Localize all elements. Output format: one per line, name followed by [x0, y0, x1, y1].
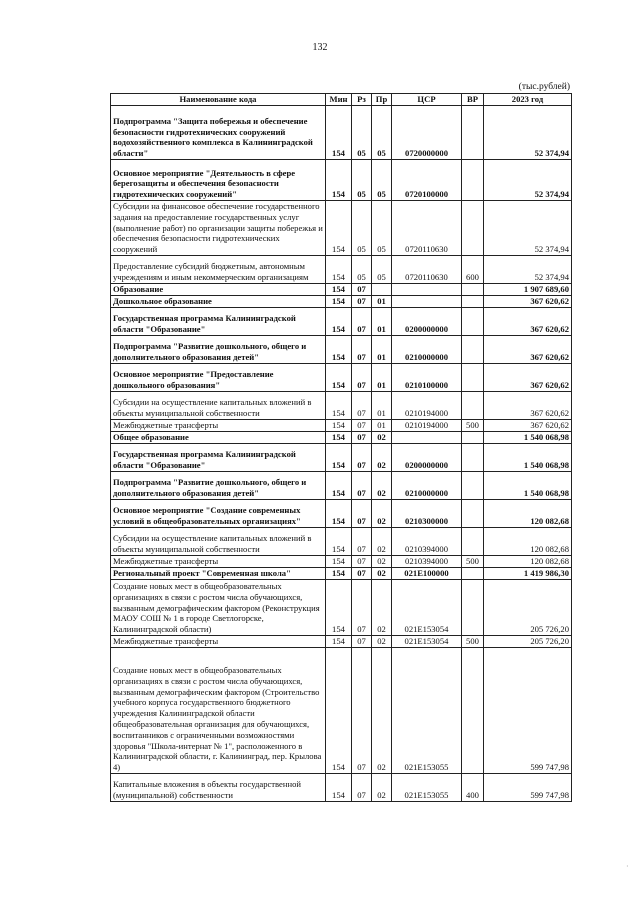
cell-pr: 05	[372, 160, 392, 201]
cell-rz: 07	[352, 295, 372, 307]
table-row	[111, 295, 572, 307]
cell-amount: 120 082,68	[484, 527, 572, 555]
cell-amount: 599 747,98	[484, 647, 572, 773]
cell-name: Государственная программа Калининградской области "Образование"	[111, 307, 326, 335]
cell-vr: 500	[462, 635, 484, 647]
cell-rz: 07	[352, 363, 372, 391]
cell-min: 154	[326, 635, 352, 647]
table-row	[111, 499, 572, 527]
cell-min: 154	[326, 431, 352, 443]
cell-name: Основное мероприятие "Деятельность в сфере берегозащиты и обеспечения безопасности гидротехнических сооружений"	[111, 160, 326, 201]
table-row	[111, 106, 572, 160]
cell-min: 154	[326, 307, 352, 335]
cell-rz: 07	[352, 471, 372, 499]
cell-vr: 600	[462, 255, 484, 283]
cell-rz: 07	[352, 567, 372, 579]
scan-mark: ·	[626, 862, 629, 871]
cell-rz: 07	[352, 335, 372, 363]
table-header-row	[111, 94, 572, 106]
cell-min: 154	[326, 527, 352, 555]
cell-name: Дошкольное образование	[111, 295, 326, 307]
cell-min: 154	[326, 773, 352, 801]
cell-vr: 500	[462, 419, 484, 431]
cell-rz: 05	[352, 201, 372, 256]
table-row	[111, 579, 572, 635]
cell-name: Межбюджетные трансферты	[111, 555, 326, 567]
cell-pr: 01	[372, 419, 392, 431]
cell-vr	[462, 443, 484, 471]
cell-pr: 02	[372, 567, 392, 579]
cell-amount: 367 620,62	[484, 391, 572, 419]
cell-vr: 400	[462, 773, 484, 801]
cell-min: 154	[326, 106, 352, 160]
cell-csr: 021E153055	[392, 647, 462, 773]
cell-rz: 07	[352, 391, 372, 419]
cell-csr: 0720110630	[392, 201, 462, 256]
cell-csr: 0210194000	[392, 419, 462, 431]
cell-pr: 02	[372, 773, 392, 801]
cell-amount: 367 620,62	[484, 335, 572, 363]
cell-pr	[372, 283, 392, 295]
header-rz: Рз	[352, 94, 372, 106]
cell-vr	[462, 160, 484, 201]
cell-name: Региональный проект "Современная школа"	[111, 567, 326, 579]
cell-name: Подпрограмма "Развитие дошкольного, общего и дополнительного образования детей"	[111, 471, 326, 499]
cell-amount: 52 374,94	[484, 255, 572, 283]
table-row	[111, 160, 572, 201]
cell-min: 154	[326, 201, 352, 256]
cell-amount: 367 620,62	[484, 307, 572, 335]
cell-amount: 52 374,94	[484, 106, 572, 160]
cell-vr	[462, 295, 484, 307]
cell-csr	[392, 431, 462, 443]
table-row	[111, 567, 572, 579]
cell-vr	[462, 647, 484, 773]
cell-csr: 0210394000	[392, 555, 462, 567]
cell-pr: 01	[372, 335, 392, 363]
header-name: Наименование кода	[111, 94, 326, 106]
cell-pr: 05	[372, 201, 392, 256]
cell-min: 154	[326, 160, 352, 201]
cell-name: Общее образование	[111, 431, 326, 443]
cell-csr: 0720100000	[392, 160, 462, 201]
cell-amount: 1 540 068,98	[484, 431, 572, 443]
cell-rz: 07	[352, 773, 372, 801]
cell-name: Субсидии на осуществление капитальных вложений в объекты муниципальной собственности	[111, 527, 326, 555]
cell-amount: 1 907 689,60	[484, 283, 572, 295]
cell-rz: 07	[352, 283, 372, 295]
cell-rz: 05	[352, 255, 372, 283]
cell-name: Субсидии на финансовое обеспечение государственного задания на предоставление государственных услуг (выполнение работ) по организации защиты побережья и обеспечения безопасности гидротехнических сооружений	[111, 201, 326, 256]
cell-rz: 07	[352, 431, 372, 443]
cell-csr: 0210100000	[392, 363, 462, 391]
cell-name: Образование	[111, 283, 326, 295]
cell-min: 154	[326, 363, 352, 391]
table-row	[111, 307, 572, 335]
cell-name: Основное мероприятие "Предоставление дошкольного образования"	[111, 363, 326, 391]
table-row	[111, 555, 572, 567]
table-row	[111, 335, 572, 363]
cell-rz: 07	[352, 647, 372, 773]
cell-rz: 07	[352, 527, 372, 555]
cell-csr: 021E153055	[392, 773, 462, 801]
table-row	[111, 255, 572, 283]
cell-vr	[462, 431, 484, 443]
cell-csr: 0720110630	[392, 255, 462, 283]
cell-pr: 02	[372, 647, 392, 773]
cell-vr	[462, 391, 484, 419]
cell-name: Предоставление субсидий бюджетным, автономным учреждениям и иным некоммерческим организациям	[111, 255, 326, 283]
cell-pr: 01	[372, 307, 392, 335]
cell-csr: 0210000000	[392, 471, 462, 499]
table-row	[111, 635, 572, 647]
cell-name: Подпрограмма "Развитие дошкольного, общего и дополнительного образования детей"	[111, 335, 326, 363]
header-vr: ВР	[462, 94, 484, 106]
cell-pr: 01	[372, 363, 392, 391]
cell-amount: 120 082,68	[484, 555, 572, 567]
cell-amount: 205 726,20	[484, 579, 572, 635]
cell-csr: 0210394000	[392, 527, 462, 555]
cell-rz: 07	[352, 635, 372, 647]
table-row	[111, 527, 572, 555]
cell-pr: 05	[372, 255, 392, 283]
cell-min: 154	[326, 499, 352, 527]
cell-vr	[462, 471, 484, 499]
cell-amount: 1 540 068,98	[484, 471, 572, 499]
cell-vr	[462, 363, 484, 391]
cell-amount: 52 374,94	[484, 201, 572, 256]
cell-min: 154	[326, 283, 352, 295]
cell-pr: 02	[372, 443, 392, 471]
header-pr: Пр	[372, 94, 392, 106]
header-min: Мин	[326, 94, 352, 106]
cell-vr	[462, 335, 484, 363]
cell-pr: 02	[372, 555, 392, 567]
cell-csr: 0200000000	[392, 443, 462, 471]
cell-vr	[462, 106, 484, 160]
table-row	[111, 201, 572, 256]
table-row	[111, 391, 572, 419]
cell-vr	[462, 283, 484, 295]
header-csr: ЦСР	[392, 94, 462, 106]
cell-vr	[462, 499, 484, 527]
cell-name: Государственная программа Калининградской области "Образование"	[111, 443, 326, 471]
cell-min: 154	[326, 295, 352, 307]
table-row	[111, 419, 572, 431]
cell-pr: 01	[372, 295, 392, 307]
cell-csr	[392, 283, 462, 295]
cell-vr	[462, 567, 484, 579]
cell-csr: 0720000000	[392, 106, 462, 160]
cell-name: Межбюджетные трансферты	[111, 419, 326, 431]
cell-rz: 07	[352, 499, 372, 527]
cell-name: Подпрограмма "Защита побережья и обеспечение безопасности гидротехнических сооружений водохозяйственного комплекса в Калининградской области"	[111, 106, 326, 160]
budget-table	[110, 93, 572, 802]
cell-pr: 02	[372, 471, 392, 499]
cell-rz: 07	[352, 555, 372, 567]
cell-csr: 0210194000	[392, 391, 462, 419]
cell-rz: 07	[352, 443, 372, 471]
cell-min: 154	[326, 335, 352, 363]
cell-pr: 02	[372, 527, 392, 555]
cell-name: Создание новых мест в общеобразовательных организациях в связи с ростом числа обучающихся, вызванным демографическим фактором (Реконструкция МАОУ СОШ № 1 в городе Светлогорске, Калининградской области)	[111, 579, 326, 635]
cell-rz: 07	[352, 579, 372, 635]
units-label: (тыс.рублей)	[518, 82, 570, 92]
cell-vr	[462, 527, 484, 555]
cell-amount: 1 419 986,30	[484, 567, 572, 579]
cell-csr: 0210300000	[392, 499, 462, 527]
table-row	[111, 471, 572, 499]
header-year: 2023 год	[484, 94, 572, 106]
cell-csr: 021E100000	[392, 567, 462, 579]
cell-amount: 367 620,62	[484, 295, 572, 307]
cell-amount: 367 620,62	[484, 363, 572, 391]
cell-name: Субсидии на осуществление капитальных вложений в объекты муниципальной собственности	[111, 391, 326, 419]
cell-rz: 05	[352, 160, 372, 201]
cell-min: 154	[326, 471, 352, 499]
table-row	[111, 431, 572, 443]
cell-pr: 02	[372, 499, 392, 527]
cell-pr: 02	[372, 635, 392, 647]
cell-csr: 0210000000	[392, 335, 462, 363]
page-number: 132	[312, 42, 328, 53]
cell-min: 154	[326, 647, 352, 773]
cell-rz: 07	[352, 419, 372, 431]
cell-rz: 05	[352, 106, 372, 160]
cell-amount: 120 082,68	[484, 499, 572, 527]
cell-name: Основное мероприятие "Создание современных условий в общеобразовательных организациях"	[111, 499, 326, 527]
cell-csr: 0200000000	[392, 307, 462, 335]
cell-vr	[462, 579, 484, 635]
cell-csr: 021E153054	[392, 635, 462, 647]
cell-vr	[462, 201, 484, 256]
cell-amount: 205 726,20	[484, 635, 572, 647]
cell-vr	[462, 307, 484, 335]
cell-pr: 05	[372, 106, 392, 160]
cell-csr: 021E153054	[392, 579, 462, 635]
cell-pr: 02	[372, 579, 392, 635]
table-row	[111, 443, 572, 471]
cell-min: 154	[326, 419, 352, 431]
cell-amount: 1 540 068,98	[484, 443, 572, 471]
cell-min: 154	[326, 443, 352, 471]
table-row	[111, 647, 572, 773]
cell-csr	[392, 295, 462, 307]
cell-name: Создание новых мест в общеобразовательных организациях в связи с ростом числа обучающихся, вызванным демографическим фактором (Строительство учебного корпуса государственного бюджетного учреждения Калининградской области общеобразовательная организация для обучающихся, воспитанников с ограниченными возможностями здоровья "Школа-интернат № 1", расположенного в Калининградской области, г. Калининград, пер. Крылова 4)	[111, 647, 326, 773]
cell-name: Межбюджетные трансферты	[111, 635, 326, 647]
cell-min: 154	[326, 255, 352, 283]
cell-min: 154	[326, 579, 352, 635]
cell-vr: 500	[462, 555, 484, 567]
table-row	[111, 363, 572, 391]
cell-pr: 02	[372, 431, 392, 443]
cell-rz: 07	[352, 307, 372, 335]
cell-amount: 367 620,62	[484, 419, 572, 431]
cell-min: 154	[326, 391, 352, 419]
cell-amount: 599 747,98	[484, 773, 572, 801]
cell-pr: 01	[372, 391, 392, 419]
cell-min: 154	[326, 567, 352, 579]
cell-min: 154	[326, 555, 352, 567]
table-row	[111, 773, 572, 801]
cell-amount: 52 374,94	[484, 160, 572, 201]
cell-name: Капитальные вложения в объекты государственной (муниципальной) собственности	[111, 773, 326, 801]
table-row	[111, 283, 572, 295]
